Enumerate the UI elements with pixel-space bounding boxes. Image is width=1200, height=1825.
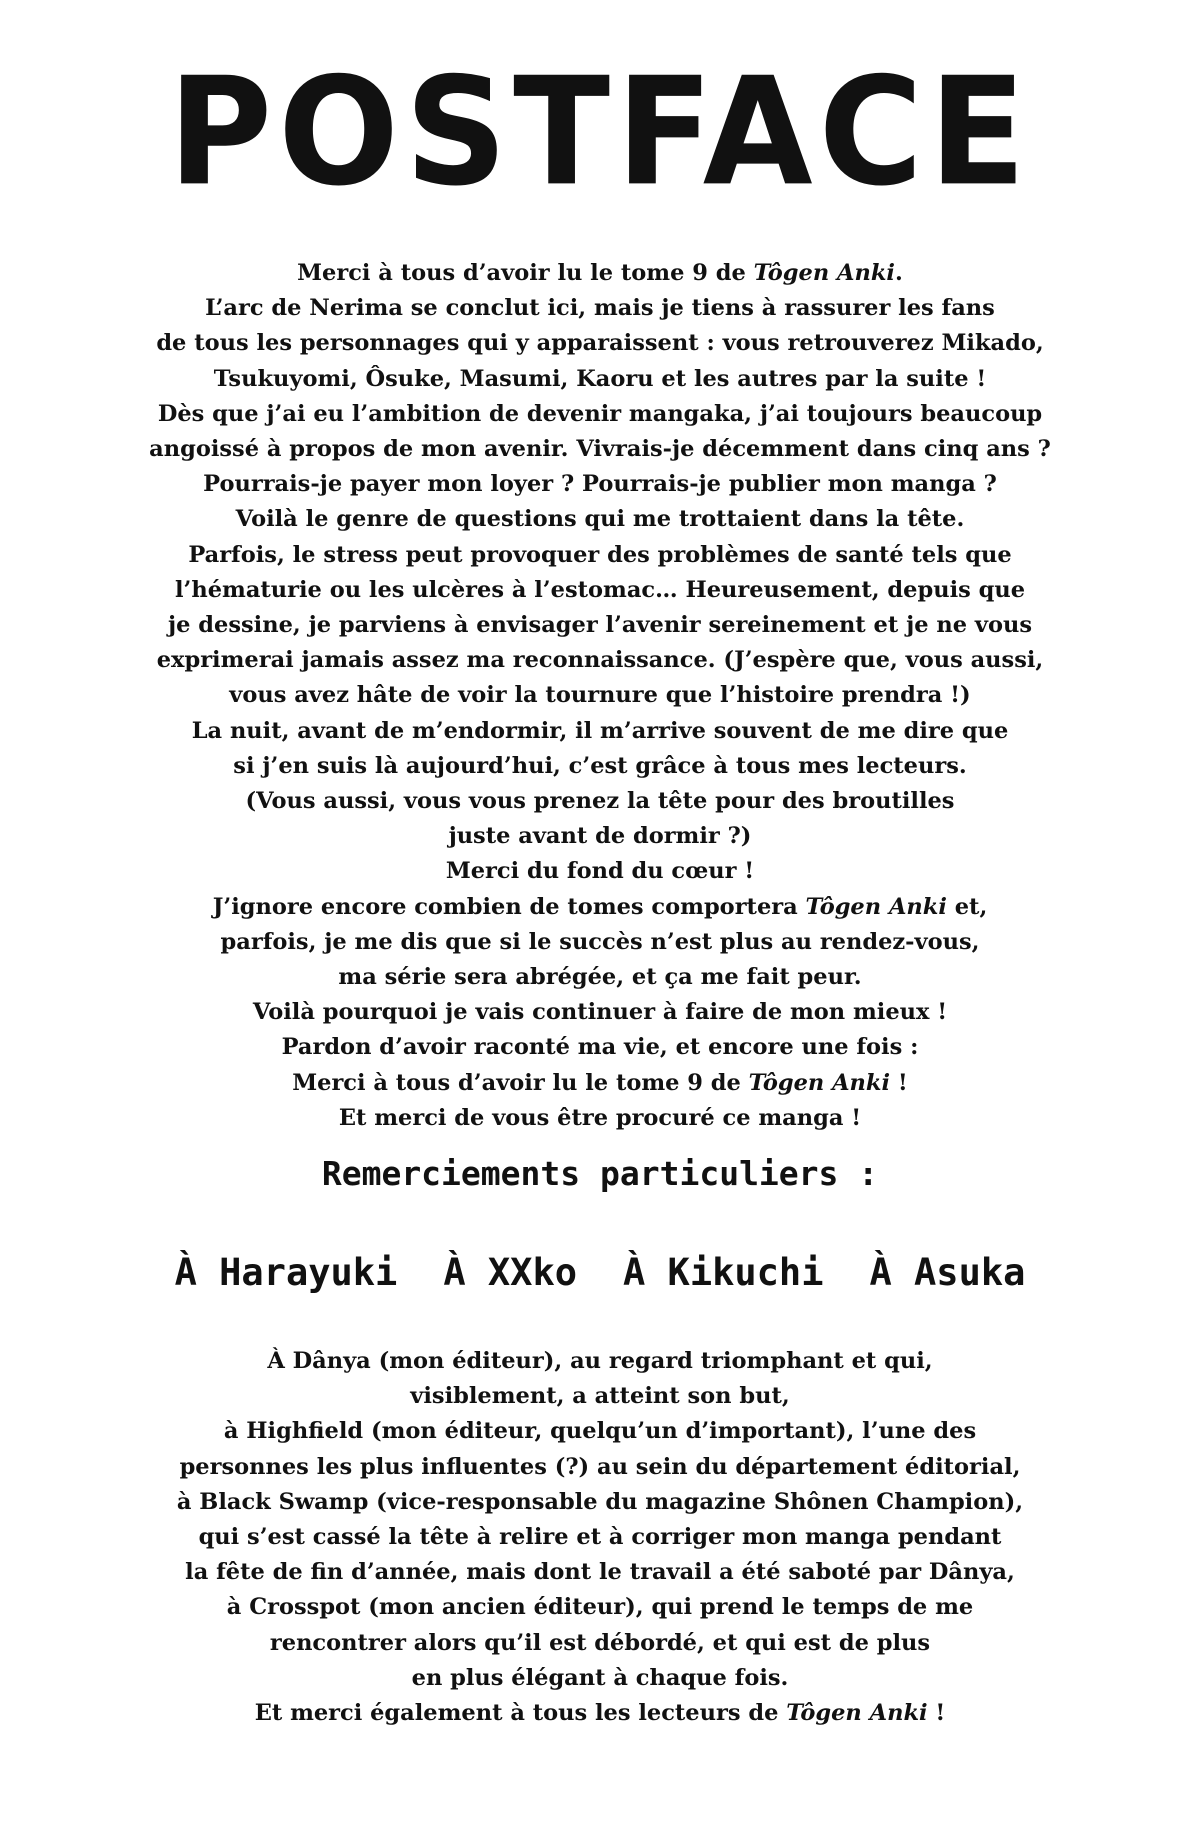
thanks-name: À XXko <box>443 1251 577 1294</box>
text-segment: . <box>894 260 903 286</box>
text-segment: ! <box>890 1069 908 1096</box>
text-segment: si j’en suis là aujourd’hui, c’est grâce à tous mes lecteurs. <box>233 752 967 779</box>
text-segment: de tous les personnages qui y apparaissent : vous retrouverez Mikado, <box>156 330 1044 357</box>
body-line <box>60 432 1140 467</box>
text-segment: en plus élégant à chaque fois. <box>411 1664 789 1691</box>
text-segment: personnes les plus influentes (?) au sein du département éditorial, <box>179 1453 1021 1480</box>
body-line <box>60 291 1140 326</box>
body-line <box>60 890 1140 925</box>
body-line <box>60 819 1140 854</box>
text-segment: la fête de fin d’année, mais dont le travail a été saboté par Dânya, <box>185 1559 1015 1586</box>
thanks-heading: Remerciements particuliers : <box>321 1154 879 1193</box>
thanks-name: À Kikuchi <box>623 1251 824 1294</box>
text-segment: Pardon d’avoir raconté ma vie, et encore une fois : <box>281 1034 919 1061</box>
body-line <box>60 1101 1140 1136</box>
thanks-names <box>0 1248 1200 1298</box>
closing-line <box>60 1344 1140 1379</box>
text-segment: Tsukuyomi, Ôsuke, Masumi, Kaoru et les autres par la suite ! <box>213 365 987 392</box>
closing-line <box>60 1414 1140 1449</box>
text-segment: Et merci de vous être procuré ce manga ! <box>338 1104 862 1131</box>
closing-line <box>60 1379 1140 1414</box>
text-segment: Voilà le genre de questions qui me trottaient dans la tête. <box>235 506 965 533</box>
text-segment: Merci à tous d’avoir lu le tome 9 de <box>297 260 754 286</box>
thanks-name: À Asuka <box>869 1251 1026 1294</box>
text-segment: La nuit, avant de m’endormir, il m’arrive souvent de me dire que <box>191 717 1009 744</box>
text-segment: l’hématurie ou les ulcères à l’estomac… Heureusement, depuis que <box>174 576 1026 603</box>
body-line <box>60 397 1140 432</box>
body-line <box>60 573 1140 608</box>
text-segment: Pourrais-je payer mon loyer ? Pourrais-je publier mon manga ? <box>203 471 997 498</box>
body-line <box>60 960 1140 995</box>
page-title-text: POSTFACE <box>168 45 1032 220</box>
body-line <box>60 467 1140 502</box>
series-title: Tôgen Anki <box>786 1700 928 1727</box>
thanks-name: À Harayuki <box>174 1251 398 1294</box>
text-segment: juste avant de dormir ?) <box>448 823 752 850</box>
closing-line <box>60 1626 1140 1661</box>
text-segment: Et merci également à tous les lecteurs de <box>254 1700 787 1727</box>
text-segment: vous avez hâte de voir la tournure que l’histoire prendra !) <box>229 682 971 709</box>
closing-line <box>60 1590 1140 1625</box>
text-segment: à Black Swamp (vice-responsable du magazine Shônen Champion), <box>176 1488 1024 1515</box>
body-line <box>60 925 1140 960</box>
closing-line <box>60 1696 1140 1731</box>
closing-line <box>60 1450 1140 1485</box>
closing-line <box>60 1520 1140 1555</box>
series-title: Tôgen Anki <box>748 1069 891 1096</box>
text-segment: (Vous aussi, vous vous prenez la tête pour des broutilles <box>245 788 955 815</box>
body-line <box>60 1030 1140 1065</box>
text-segment: je dessine, je parviens à envisager l’avenir sereinement et je ne vous <box>168 612 1032 639</box>
text-segment: ! <box>927 1700 946 1727</box>
text-segment: exprimerai jamais assez ma reconnaissance. (J’espère que, vous aussi, <box>156 647 1044 674</box>
body-line <box>60 749 1140 784</box>
series-title: Tôgen Anki <box>753 260 895 286</box>
text-segment: qui s’est cassé la tête à relire et à corriger mon manga pendant <box>198 1524 1002 1551</box>
text-segment: ma série sera abrégée, et ça me fait peur. <box>338 964 862 991</box>
closing-thanks <box>60 1344 1140 1731</box>
body-line <box>60 256 1140 291</box>
body-line <box>60 502 1140 537</box>
body-line <box>60 678 1140 713</box>
text-segment: J’ignore encore combien de tomes comportera <box>212 893 806 920</box>
body-line <box>60 608 1140 643</box>
text-segment: L’arc de Nerima se conclut ici, mais je tiens à rassurer les fans <box>205 295 995 322</box>
closing-line <box>60 1485 1140 1520</box>
body-line <box>60 362 1140 397</box>
text-segment: Parfois, le stress peut provoquer des problèmes de santé tels que <box>188 541 1012 568</box>
text-segment: Voilà pourquoi je vais continuer à faire de mon mieux ! <box>252 999 948 1026</box>
closing-line <box>60 1555 1140 1590</box>
text-segment: et, <box>946 893 988 920</box>
body-line <box>60 995 1140 1030</box>
text-segment: Merci à tous d’avoir lu le tome 9 de <box>292 1069 749 1096</box>
page-title <box>0 33 1200 233</box>
body-line <box>60 854 1140 889</box>
body-line <box>60 784 1140 819</box>
text-segment: angoissé à propos de mon avenir. Vivrais-je décemment dans cinq ans ? <box>149 436 1051 463</box>
text-segment: rencontrer alors qu’il est débordé, et qui est de plus <box>269 1629 931 1656</box>
closing-line <box>60 1661 1140 1696</box>
text-segment: à Crosspot (mon ancien éditeur), qui prend le temps de me <box>226 1594 974 1621</box>
text-segment: À Dânya (mon éditeur), au regard triomphant et qui, <box>267 1348 933 1374</box>
series-title: Tôgen Anki <box>805 893 947 920</box>
text-segment: parfois, je me dis que si le succès n’est plus au rendez-vous, <box>220 928 980 955</box>
body-line <box>60 326 1140 361</box>
text-segment: visiblement, a atteint son but, <box>410 1383 790 1410</box>
body-line <box>60 538 1140 573</box>
text-segment: Dès que j’ai eu l’ambition de devenir mangaka, j’ai toujours beaucoup <box>157 400 1043 427</box>
body-line <box>60 1066 1140 1101</box>
text-segment: Merci du fond du cœur ! <box>445 858 755 885</box>
postface-body <box>60 256 1140 1136</box>
text-segment: à Highfield (mon éditeur, quelqu’un d’important), l’une des <box>223 1418 977 1445</box>
body-line <box>60 643 1140 678</box>
body-line <box>60 714 1140 749</box>
